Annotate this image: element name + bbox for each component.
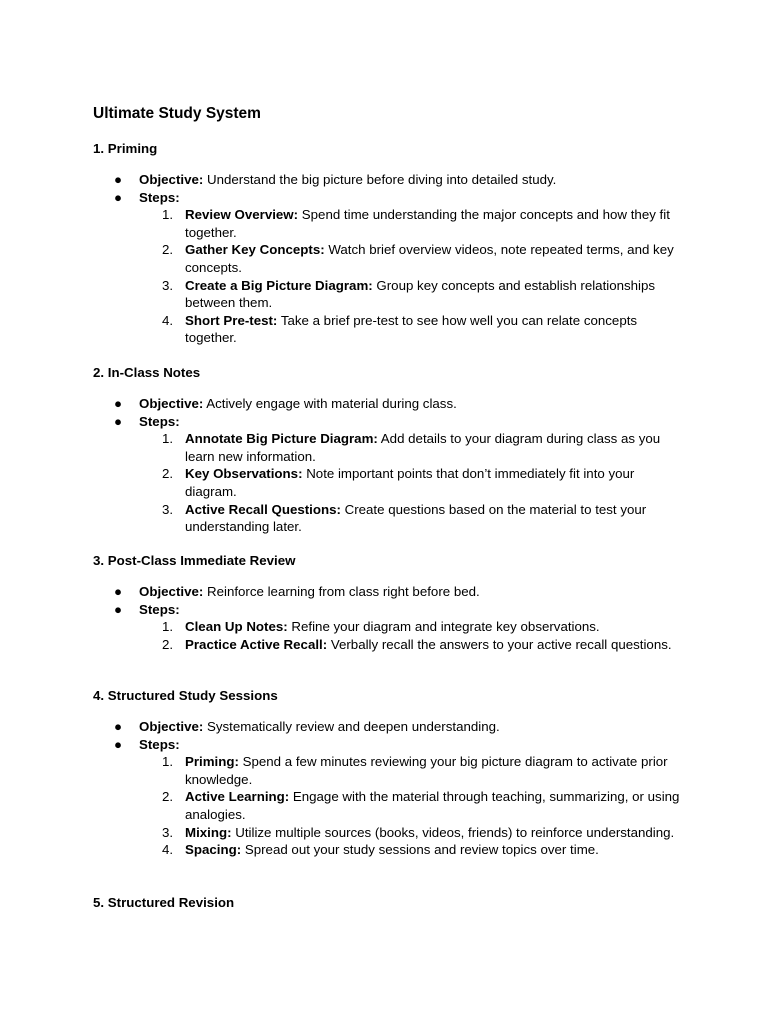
- objective-item: [0, 171, 679, 189]
- step-label: Review Overview:: [185, 207, 299, 223]
- step-label: Spacing:: [185, 842, 242, 858]
- step-text: Group key concepts and establish relationships between them.: [185, 277, 656, 311]
- step-item: [139, 465, 685, 500]
- steps-label: Steps:: [139, 413, 180, 429]
- section-heading: 3. Post-Class Immediate Review: [93, 553, 296, 568]
- step-label: Practice Active Recall:: [185, 636, 328, 652]
- step-item: [139, 501, 685, 536]
- objective-text: Actively engage with material during class.: [203, 396, 457, 411]
- step-number: 1.: [162, 207, 174, 223]
- step-item: [139, 618, 685, 636]
- step-number: 3.: [162, 277, 174, 293]
- step-label: Priming:: [185, 754, 239, 770]
- step-label: Mixing:: [185, 824, 232, 840]
- steps-list: [139, 430, 679, 536]
- step-number: 3.: [162, 824, 174, 840]
- step-label: Gather Key Concepts:: [185, 242, 325, 258]
- step-text: Take a brief pre-test to see how well you can relate concepts together.: [185, 312, 638, 346]
- objective-text: Understand the big picture before diving into detailed study.: [203, 172, 557, 187]
- section-bullets: [0, 718, 768, 859]
- step-number: 4.: [162, 842, 174, 858]
- step-item: [139, 241, 685, 276]
- section-bullets: [0, 583, 768, 653]
- section-bullets: [0, 395, 768, 536]
- step-number: 3.: [162, 501, 174, 517]
- bullet-icon: ●: [114, 601, 123, 617]
- step-item: [139, 206, 685, 241]
- step-item: [139, 841, 685, 859]
- step-text: Engage with the material through teaching, summarizing, or using analogies.: [185, 789, 680, 822]
- document-title: Ultimate Study System: [93, 105, 261, 122]
- steps-label: Steps:: [139, 601, 180, 617]
- step-number: 1.: [162, 431, 174, 447]
- steps-label: Steps:: [139, 189, 180, 205]
- step-label: Active Learning:: [185, 789, 290, 805]
- step-item: [139, 636, 685, 654]
- objective-label: Objective:: [139, 396, 204, 411]
- step-text: Verbally recall the answers to your active recall questions.: [327, 636, 672, 652]
- section-heading: 2. In-Class Notes: [93, 365, 201, 380]
- step-text: Spend a few minutes reviewing your big picture diagram to activate prior knowledge.: [185, 754, 668, 787]
- step-number: 4.: [162, 312, 174, 328]
- objective-item: [0, 718, 679, 736]
- section-heading: 1. Priming: [93, 141, 158, 156]
- step-label: Annotate Big Picture Diagram:: [185, 431, 378, 447]
- objective-label: Objective:: [139, 172, 204, 187]
- objective-text: Systematically review and deepen understanding.: [203, 719, 500, 734]
- bullet-icon: ●: [114, 719, 123, 734]
- step-number: 1.: [162, 754, 174, 770]
- step-text: Refine your diagram and integrate key observations.: [287, 619, 600, 635]
- objective-label: Objective:: [139, 719, 204, 734]
- bullet-icon: ●: [114, 189, 123, 205]
- step-item: [139, 788, 685, 823]
- step-number: 1.: [162, 619, 174, 635]
- step-label: Active Recall Questions:: [185, 501, 341, 517]
- steps-list: [139, 618, 679, 653]
- bullet-icon: ●: [114, 584, 123, 599]
- step-text: Note important points that don’t immediately fit into your diagram.: [185, 466, 635, 499]
- steps-item: [0, 189, 679, 347]
- steps-label: Steps:: [139, 736, 180, 752]
- step-item: [139, 277, 685, 312]
- step-number: 2.: [162, 789, 174, 805]
- bullet-icon: ●: [114, 736, 123, 752]
- step-number: 2.: [162, 242, 174, 258]
- objective-item: [0, 395, 679, 413]
- steps-list: [139, 753, 679, 859]
- step-text: Add details to your diagram during class as you learn new information.: [185, 431, 661, 464]
- step-text: Spend time understanding the major concepts and how they fit together.: [185, 207, 670, 240]
- steps-item: [0, 736, 679, 859]
- steps-item: [0, 413, 679, 536]
- steps-item: [0, 601, 679, 654]
- step-item: [139, 312, 685, 347]
- bullet-icon: ●: [114, 413, 123, 429]
- step-text: Utilize multiple sources (books, videos, friends) to reinforce understanding.: [231, 824, 675, 840]
- step-label: Clean Up Notes:: [185, 619, 288, 635]
- step-text: Watch brief overview videos, note repeated terms, and key concepts.: [185, 242, 674, 275]
- bullet-icon: ●: [114, 396, 123, 411]
- step-number: 2.: [162, 636, 174, 652]
- step-item: [139, 753, 685, 788]
- step-item: [139, 824, 685, 842]
- step-text: Spread out your study sessions and review topics over time.: [241, 842, 599, 858]
- section-bullets: [0, 171, 768, 347]
- bullet-icon: ●: [114, 172, 123, 187]
- step-text: Create questions based on the material to test your understanding later.: [185, 501, 647, 535]
- section-heading: 5. Structured Revision: [93, 895, 235, 910]
- steps-list: [139, 206, 679, 347]
- section-heading: 4. Structured Study Sessions: [93, 688, 278, 703]
- objective-label: Objective:: [139, 584, 204, 599]
- step-number: 2.: [162, 466, 174, 482]
- objective-text: Reinforce learning from class right before bed.: [203, 584, 480, 599]
- step-label: Short Pre-test:: [185, 312, 278, 328]
- objective-item: [0, 583, 679, 601]
- step-label: Key Observations:: [185, 466, 303, 482]
- step-label: Create a Big Picture Diagram:: [185, 277, 373, 293]
- step-item: [139, 430, 685, 465]
